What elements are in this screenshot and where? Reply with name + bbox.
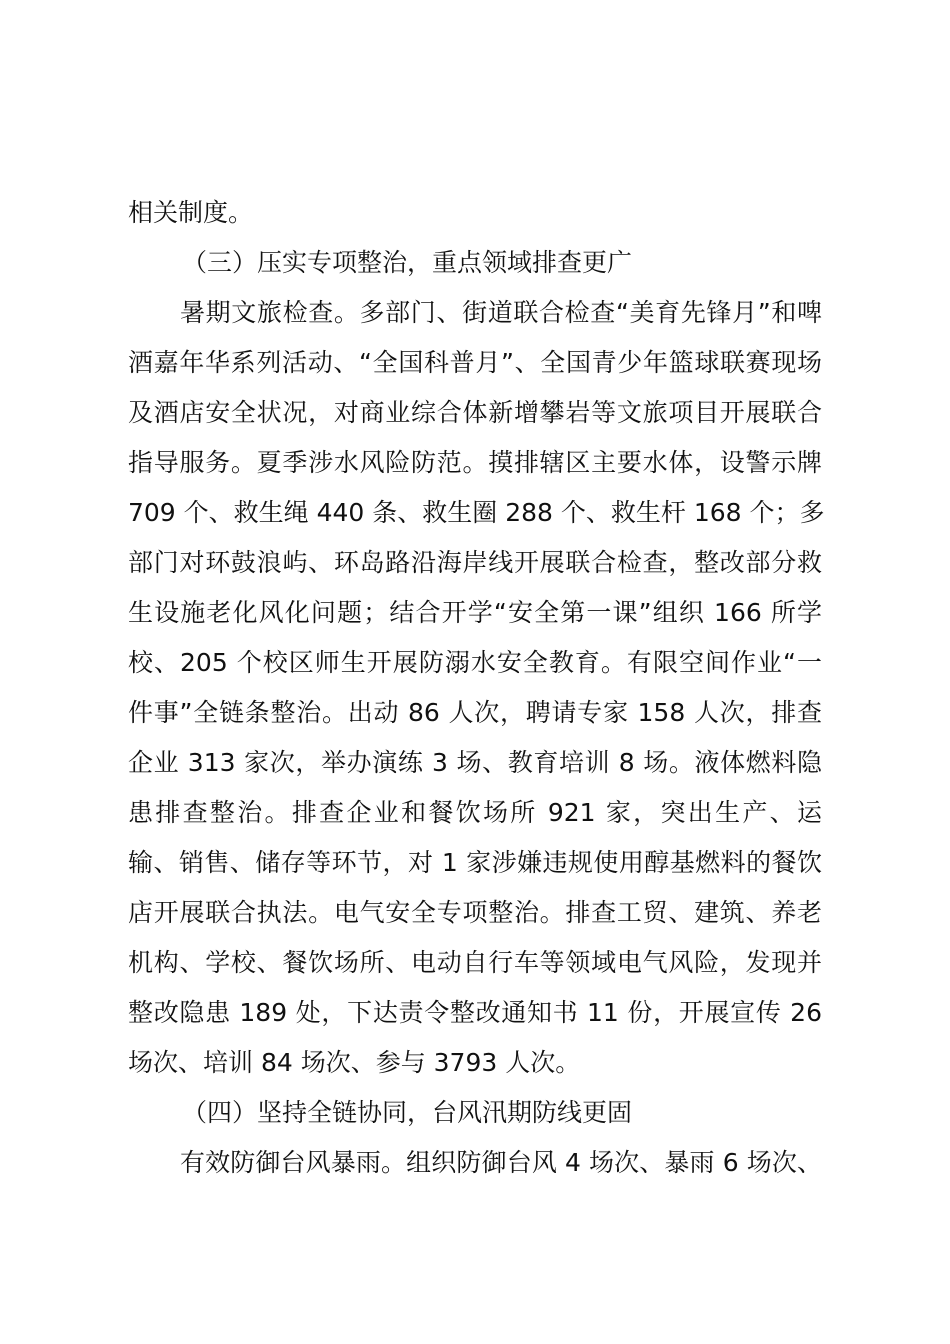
- paragraph-line: 有效防御台风暴雨。组织防御台风 4 场次、暴雨 6 场次、: [180, 1148, 822, 1177]
- paragraph-line: 酒嘉年华系列活动、“全国科普月”、全国青少年篮球联赛现场: [128, 348, 822, 377]
- paragraph-line: 整改隐患 189 处，下达责令整改通知书 11 份，开展宣传 26: [128, 998, 822, 1027]
- paragraph-line: 机构、学校、餐饮场所、电动自行车等领域电气风险，发现并: [128, 948, 822, 977]
- paragraph-line: 店开展联合执法。电气安全专项整治。排查工贸、建筑、养老: [128, 898, 822, 927]
- paragraph-line: 部门对环鼓浪屿、环岛路沿海岸线开展联合检查，整改部分救: [128, 548, 822, 577]
- paragraph-line: 709 个、救生绳 440 条、救生圈 288 个、救生杆 168 个；多: [128, 498, 825, 527]
- paragraph-line: 指导服务。夏季涉水风险防范。摸排辖区主要水体，设警示牌: [128, 448, 822, 477]
- paragraph-line: 相关制度。: [128, 198, 254, 227]
- paragraph-line: 患排查整治。排查企业和餐饮场所 921 家，突出生产、运: [128, 798, 822, 827]
- paragraph-line: 件事”全链条整治。出动 86 人次，聘请专家 158 人次，排查: [128, 698, 822, 727]
- paragraph-line: 场次、培训 84 场次、参与 3793 人次。: [128, 1048, 581, 1077]
- section-heading-4: （四）坚持全链协同，台风汛期防线更固: [182, 1098, 633, 1127]
- paragraph-line: 输、销售、储存等环节，对 1 家涉嫌违规使用醇基燃料的餐饮: [128, 848, 822, 877]
- paragraph-line: 及酒店安全状况，对商业综合体新增攀岩等文旅项目开展联合: [128, 398, 822, 427]
- paragraph-line: 生设施老化风化问题；结合开学“安全第一课”组织 166 所学: [128, 598, 822, 627]
- section-heading-3: （三）压实专项整治，重点领域排查更广: [182, 248, 633, 277]
- paragraph-line: 校、205 个校区师生开展防溺水安全教育。有限空间作业“一: [128, 648, 822, 677]
- paragraph-line: 企业 313 家次，举办演练 3 场、教育培训 8 场。液体燃料隐: [128, 748, 822, 777]
- paragraph-line: 暑期文旅检查。多部门、街道联合检查“美育先锋月”和啤: [180, 298, 822, 327]
